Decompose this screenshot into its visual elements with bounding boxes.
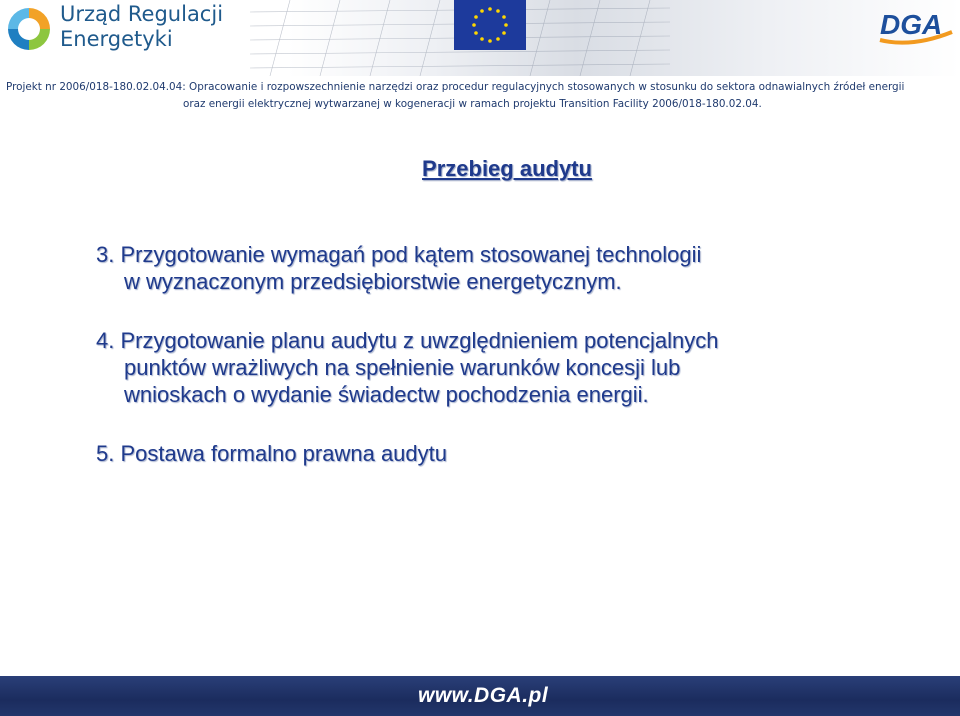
ure-name-line1: Urząd Regulacji — [60, 2, 224, 26]
ure-name — [60, 2, 223, 52]
list-item-4-text: Przygotowanie planu audytu z uwzględnieniem potencjalnych — [120, 328, 719, 353]
list-item-5-number: 5. — [96, 441, 115, 466]
dga-logo-icon — [872, 2, 958, 46]
list-item-4 — [96, 327, 896, 408]
list-item-5-line1 — [96, 440, 896, 467]
list-item-4-line3: wnioskach o wydanie świadectw pochodzenia energii. — [124, 382, 649, 407]
eu-flag-icon — [454, 0, 526, 50]
list-item-5-text: Postawa formalno prawna audytu — [120, 441, 448, 466]
footer-website-link[interactable]: www.DGA.pl — [418, 684, 549, 707]
list-item-3-text: Przygotowanie wymagań pod kątem stosowanej technologii — [120, 242, 702, 267]
list-item-4-line1 — [96, 327, 896, 354]
project-line-2: oraz energii elektrycznej wytwarzanej w kogeneracji w ramach projektu Transition Facility 2006/018-180.02.04. — [183, 98, 762, 110]
list-item-4-number: 4. — [96, 328, 115, 353]
slide-title: Przebieg audytu — [422, 156, 592, 181]
project-description — [0, 76, 960, 114]
list-item-3 — [96, 241, 896, 295]
list-item-3-line1 — [96, 241, 896, 268]
ure-name-line2: Energetyki — [60, 27, 173, 51]
project-line-1: Projekt nr 2006/018-180.02.04.04: Opracowanie i rozpowszechnienie narzędzi oraz procedur regulacyjnych stosowanych w stosunku do sektora odnawialnych źródeł energii — [6, 81, 905, 93]
list-item-3-number: 3. — [96, 242, 115, 267]
ure-logo-icon — [4, 4, 54, 54]
list-item-4-line2: punktów wrażliwych na spełnienie warunków koncesji lub — [124, 355, 681, 380]
list-item-3-line2: w wyznaczonym przedsiębiorstwie energetycznym. — [124, 269, 622, 294]
page-footer — [0, 676, 960, 716]
list-item-5 — [96, 440, 896, 467]
dga-logo-text: DGA — [880, 9, 943, 40]
page-header — [0, 0, 960, 76]
